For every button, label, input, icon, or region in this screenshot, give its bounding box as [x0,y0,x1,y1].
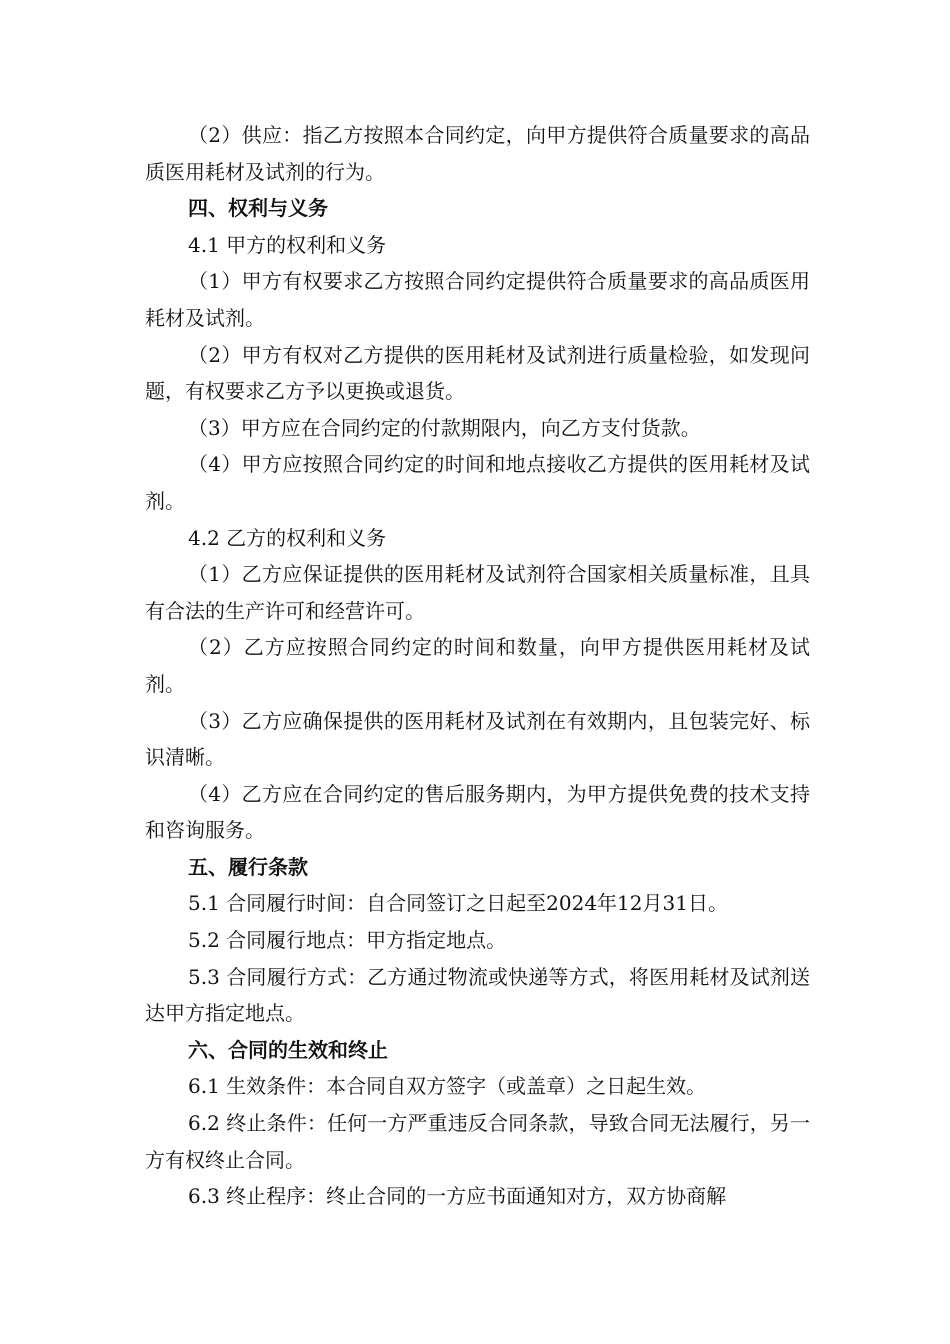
paragraph-supply-definition: （2）供应：指乙方按照本合同约定，向甲方提供符合质量要求的高品质医用耗材及试剂的行为。 [145,123,810,184]
paragraph-b-1: （1）乙方应保证提供的医用耗材及试剂符合国家相关质量标准，且具有合法的生产许可和经营许可。 [145,562,810,623]
paragraph-6-1: 6.1 生效条件：本合同自双方签字（或盖章）之日起生效。 [188,1074,707,1099]
paragraph-5-2: 5.2 合同履行地点：甲方指定地点。 [188,928,507,953]
paragraph-5-3: 5.3 合同履行方式：乙方通过物流或快递等方式，将医用耗材及试剂送达甲方指定地点。 [145,964,810,1026]
paragraph-6-2: 6.2 终止条件：任何一方严重违反合同条款，导致合同无法履行，另一方有权终止合同。 [145,1111,810,1172]
paragraph-b-2: （2）乙方应按照合同约定的时间和数量，向甲方提供医用耗材及试剂。 [145,635,810,696]
section-heading-effect-termination: 六、合同的生效和终止 [188,1037,388,1062]
paragraph-a-4: （4）甲方应按照合同约定的时间和地点接收乙方提供的医用耗材及试剂。 [145,452,810,513]
section-heading-rights-obligations: 四、权利与义务 [188,196,328,221]
section-heading-performance: 五、履行条款 [188,854,308,879]
paragraph-5-1: 5.1 合同履行时间：自合同签订之日起至2024年12月31日。 [188,891,728,916]
paragraph-a-1: （1）甲方有权要求乙方按照合同约定提供符合质量要求的高品质医用耗材及试剂。 [145,269,810,330]
paragraph-b-3: （3）乙方应确保提供的医用耗材及试剂在有效期内，且包装完好、标识清晰。 [145,708,810,770]
document-page [145,117,810,1215]
paragraph-b-4: （4）乙方应在合同约定的售后服务期内，为甲方提供免费的技术支持和咨询服务。 [145,781,810,843]
paragraph-a-2: （2）甲方有权对乙方提供的医用耗材及试剂进行质量检验，如发现问题，有权要求乙方予以更换或退货。 [145,342,810,404]
paragraph-a-3: （3）甲方应在合同约定的付款期限内，向乙方支付货款。 [188,415,701,440]
paragraph-6-3: 6.3 终止程序：终止合同的一方应书面通知对方，双方协商解 [188,1184,727,1209]
subsection-heading-party-b: 4.2 乙方的权利和义务 [188,525,387,550]
subsection-heading-party-a: 4.1 甲方的权利和义务 [188,232,387,257]
